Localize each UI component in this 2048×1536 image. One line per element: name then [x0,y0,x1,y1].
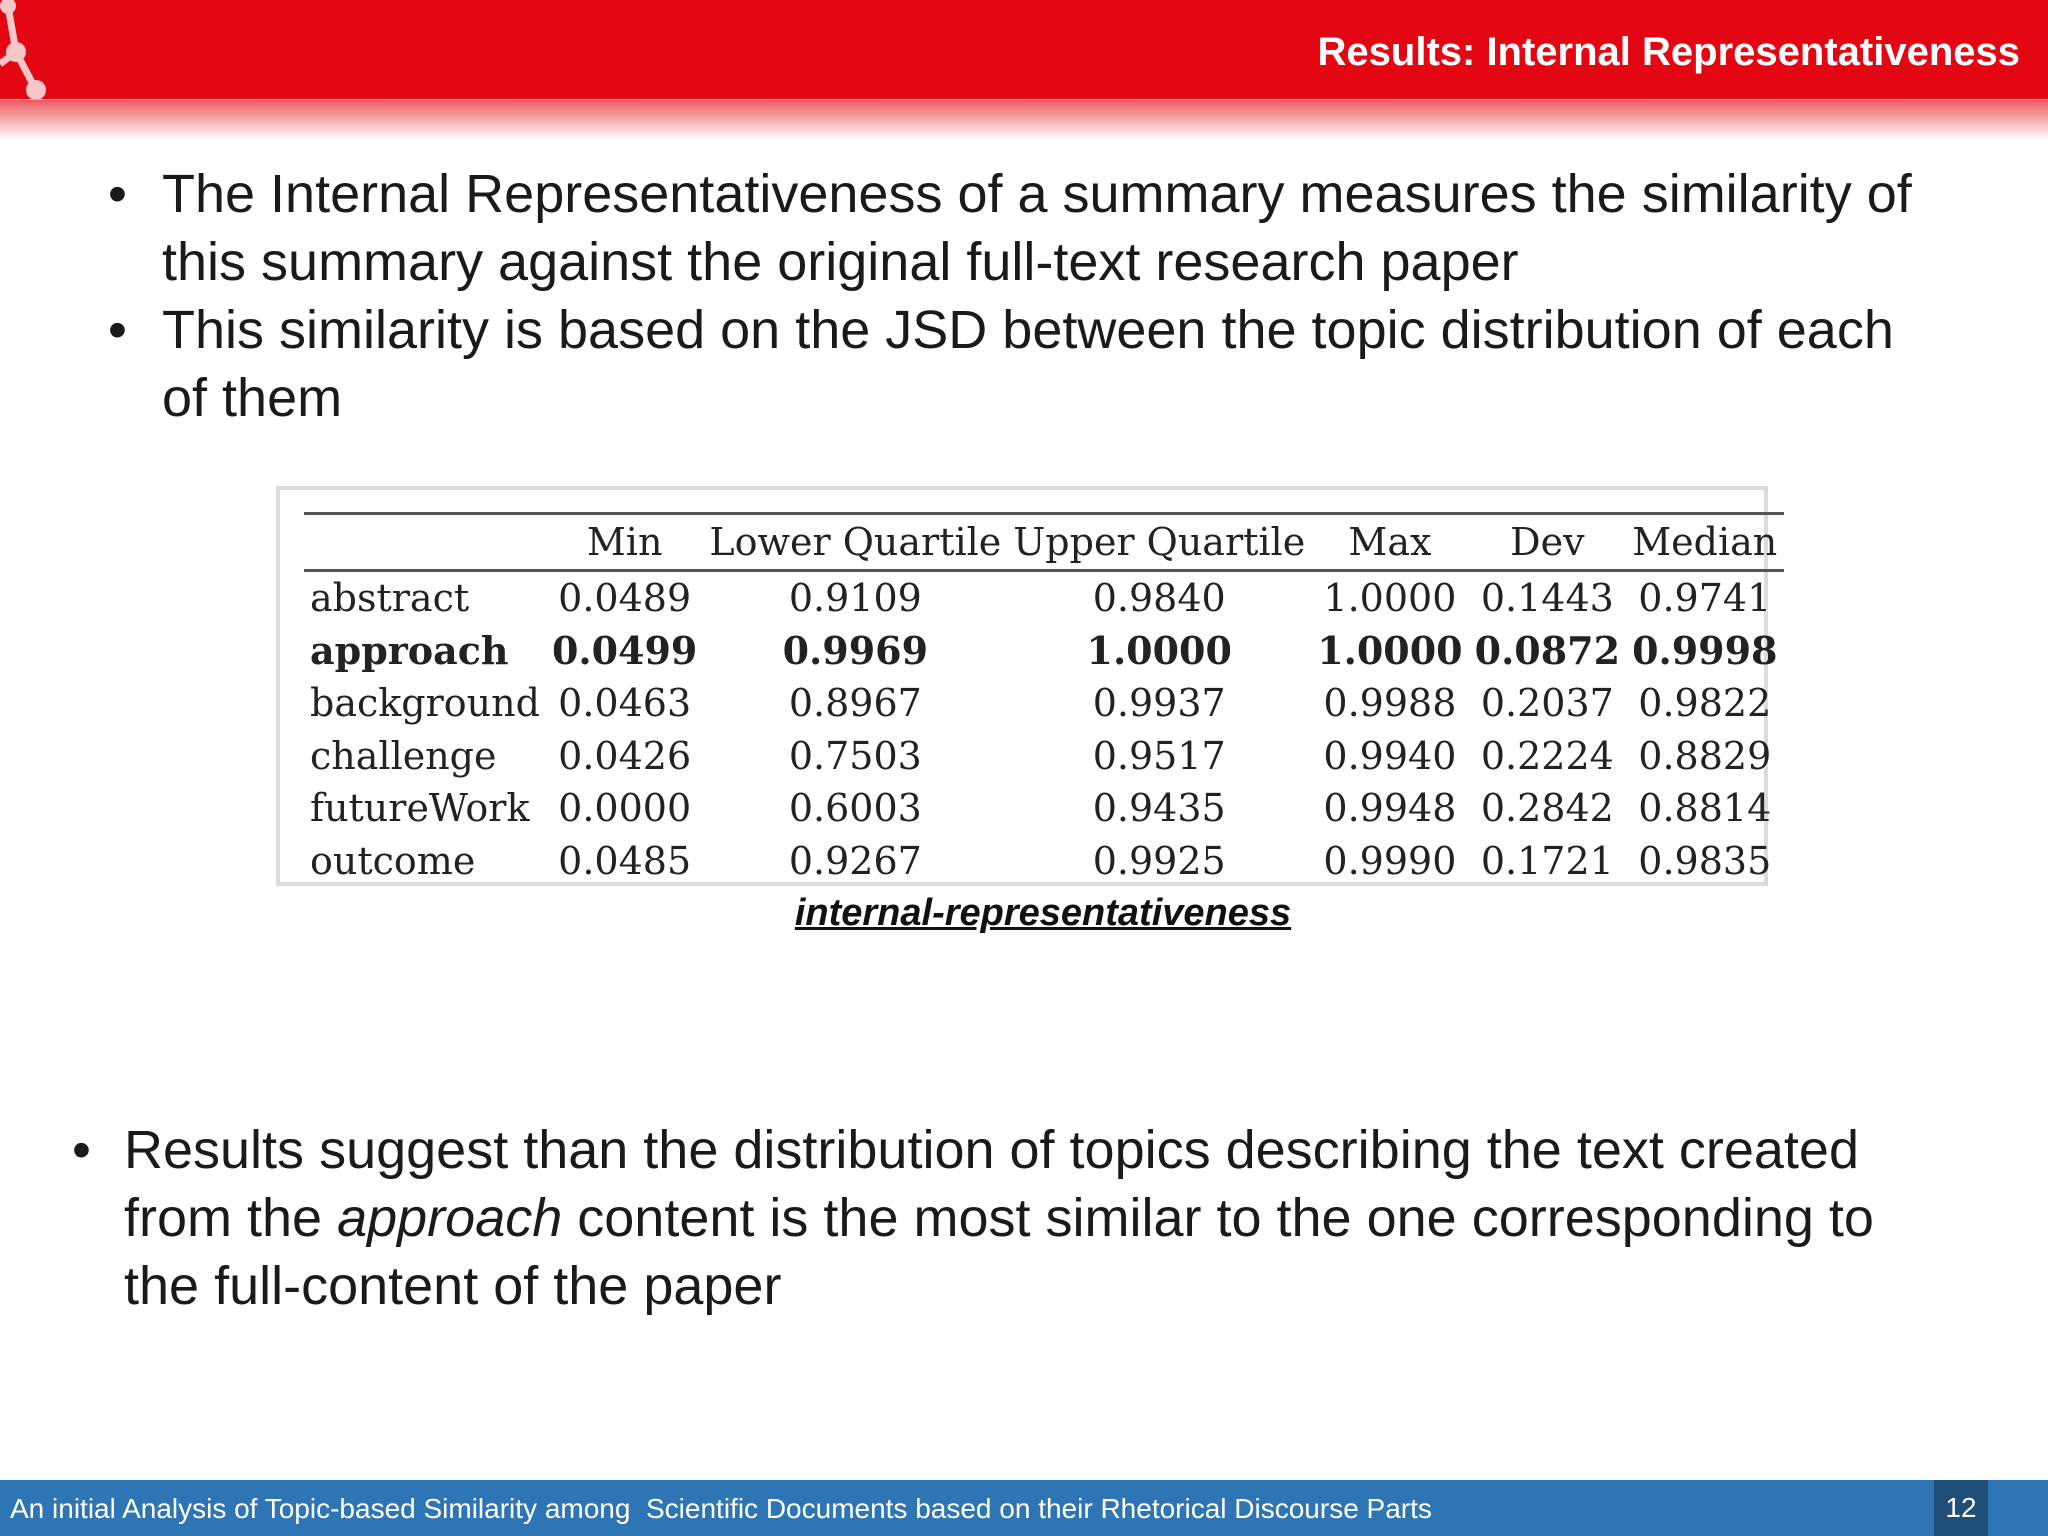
row-label: outcome [310,838,476,883]
table-cell: 0.0463 [558,681,692,726]
bullet-line [124,1184,2008,1252]
table-caption: internal-representativeness [794,892,1292,934]
table-row [304,782,1784,835]
network-logo-icon [0,0,60,100]
slide-title: Results: Internal Representativeness [1317,30,2020,74]
table-cell: 1.0000 [1317,628,1463,674]
table-cell: 0.2842 [1480,786,1614,831]
row-label: challenge [310,733,497,778]
table-cell: 0.9741 [1638,576,1772,621]
table-cell: 1.0000 [1323,576,1457,621]
table-cell: 0.8814 [1638,786,1772,831]
footer-title: An initial Analysis of Topic-based Similarity among Scientific Documents based on their Rhetorical Discourse Parts [10,1493,1432,1524]
table-cell: 0.0489 [558,576,692,621]
bullet-line: Results suggest than the distribution of topics describing the text created [124,1120,1859,1180]
table-row [304,677,1784,730]
column-header: Min [546,514,703,571]
bullet-line: the full-content of the paper [124,1256,782,1316]
results-table [304,512,1784,887]
bullet-icon: • [72,1120,91,1180]
table-cell: 0.9822 [1638,681,1772,726]
bullet-icon: • [108,300,127,360]
table-cell: 0.2224 [1480,733,1614,778]
page-number: 12 [1934,1480,1988,1536]
results-table-frame [276,486,1778,886]
bullet-line: of them [162,368,343,428]
bullet-text: content is the most similar to the one corresponding to [562,1188,1874,1248]
bullet-line: The Internal Representativeness of a summary measures the similarity of [162,164,1912,224]
emphasis-text: approach [337,1188,563,1248]
table-cell: 0.9267 [788,838,922,883]
conclusion-bullet-list [0,1116,2048,1320]
footer-bar [0,1480,2048,1536]
table-cell: 0.9840 [1092,576,1226,621]
bullet-icon: • [108,164,127,224]
table-cell: 0.9948 [1323,786,1457,831]
row-label: futureWork [310,786,530,831]
table-cell: 0.0499 [551,628,698,674]
table-cell: 0.8829 [1638,733,1772,778]
table-cell: 0.1443 [1480,576,1614,621]
table-cell: 0.2037 [1480,681,1614,726]
table-cell: 0.0426 [558,733,692,778]
table-cell: 0.9969 [782,628,929,674]
table-header-row [304,514,1784,571]
bullet-text: from the [124,1188,338,1248]
table-row [304,571,1784,625]
table-cell: 0.1721 [1480,838,1614,883]
table-cell: 1.0000 [1086,628,1232,674]
column-header: Median [1626,514,1783,571]
column-header: Lower Quartile [703,514,1007,571]
table-row [304,835,1784,888]
table-cell: 0.9988 [1323,681,1457,726]
row-label: background [310,681,540,726]
table-cell: 0.9937 [1092,681,1226,726]
table-cell: 0.9998 [1632,628,1778,674]
table-cell: 0.9835 [1638,838,1772,883]
table-cell: 0.9109 [788,576,922,621]
table-cell: 0.9990 [1323,838,1457,883]
table-cell: 0.9517 [1092,733,1226,778]
intro-bullet-1 [0,160,2048,296]
table-cell: 0.8967 [788,681,922,726]
row-label: approach [310,628,509,674]
table-cell: 0.7503 [788,733,922,778]
bullet-line: this summary against the original full-text research paper [162,232,1519,292]
table-cell: 0.9435 [1092,786,1226,831]
bullet-line: This similarity is based on the JSD between the topic distribution of each [162,300,1894,360]
column-header: Dev [1469,514,1626,571]
intro-bullet-2 [0,296,2048,432]
header-bar [0,0,2048,100]
column-header: Upper Quartile [1007,514,1311,571]
table-row-highlighted [304,625,1784,678]
column-header [304,514,546,571]
table-cell: 0.0872 [1474,628,1621,674]
table-row [304,730,1784,783]
conclusion-bullet [0,1116,2048,1320]
intro-bullet-list [0,160,2048,432]
table-cell: 0.9925 [1092,838,1226,883]
table-cell: 0.0000 [558,786,692,831]
column-header: Max [1311,514,1468,571]
table-cell: 0.9940 [1323,733,1457,778]
header-shadow [0,100,2048,140]
table-cell: 0.0485 [558,838,692,883]
table-cell: 0.6003 [788,786,922,831]
row-label: abstract [310,576,470,621]
